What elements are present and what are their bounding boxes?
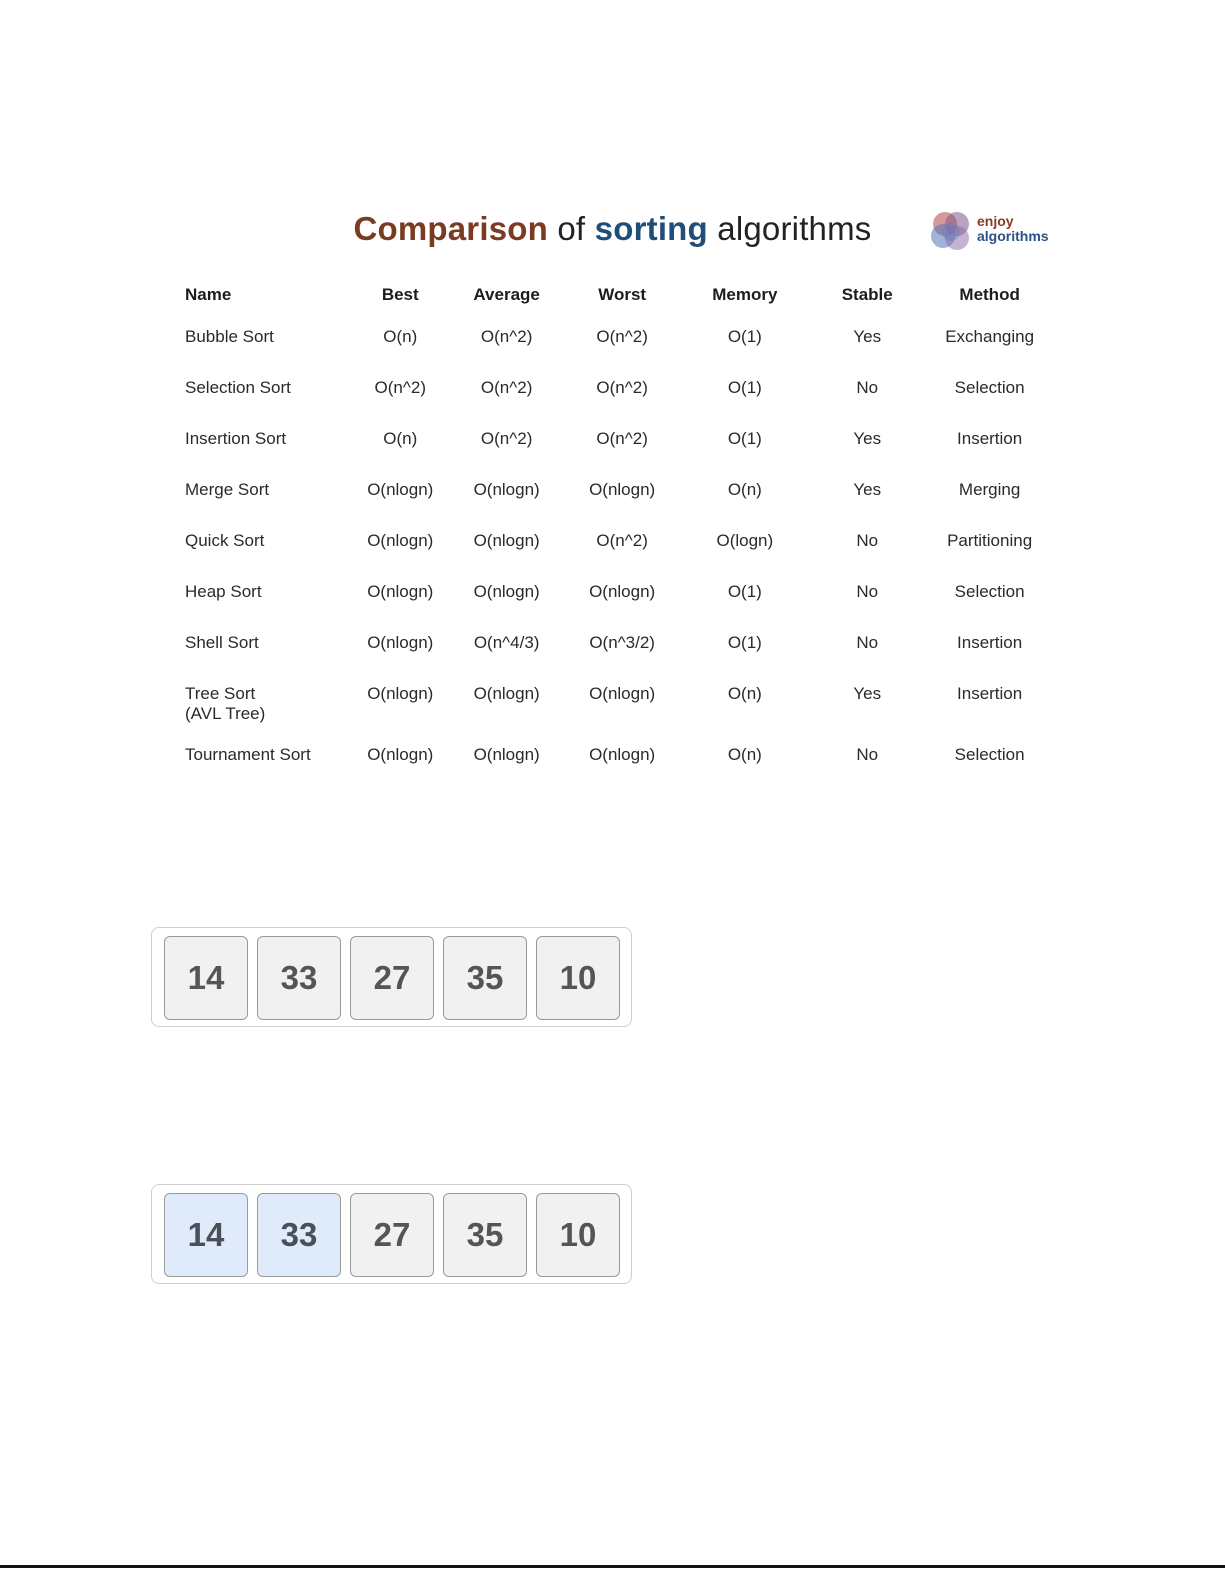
- cell-method: Selection: [954, 582, 1025, 601]
- cell-name: [170, 674, 347, 735]
- cell-best: O(n): [383, 429, 418, 448]
- cell-name: Quick Sort: [185, 531, 265, 550]
- cell-best: O(nlogn): [367, 480, 434, 499]
- cell-method: Insertion: [957, 684, 1023, 703]
- cell-memory: O(n): [727, 480, 762, 499]
- cell-worst: O(nlogn): [589, 582, 656, 601]
- cell-worst: O(n^3/2): [589, 633, 655, 652]
- title-word-of: of: [557, 210, 586, 247]
- table-row: [170, 317, 1050, 368]
- logo-text-algorithms: algorithms: [977, 228, 1049, 244]
- array-diagram-comparing: [151, 1184, 632, 1284]
- cell-stable: Yes: [853, 429, 882, 448]
- header-memory: Memory: [712, 285, 778, 304]
- cell-best: O(nlogn): [367, 745, 434, 764]
- cell-stable: Yes: [853, 327, 882, 346]
- cell-name-line2: (AVL Tree): [185, 704, 266, 723]
- array-cell: 14: [164, 936, 248, 1020]
- cell-memory: O(1): [727, 429, 762, 448]
- cell-average: O(nlogn): [473, 684, 540, 703]
- logo-text-enjoy: enjoy: [977, 213, 1014, 229]
- cell-stable: No: [856, 745, 879, 764]
- cell-best: O(nlogn): [367, 531, 434, 550]
- array-cell: 10: [536, 1193, 620, 1277]
- page-bottom-rule: [0, 1565, 1225, 1568]
- cell-name: Tournament Sort: [185, 745, 311, 764]
- cell-average: O(nlogn): [473, 582, 540, 601]
- array-cell: 27: [350, 936, 434, 1020]
- cell-stable: Yes: [853, 684, 882, 703]
- cell-average: O(nlogn): [473, 531, 540, 550]
- header-best: Best: [381, 285, 419, 304]
- cell-memory: O(1): [727, 633, 762, 652]
- table-row: [170, 572, 1050, 623]
- table-row: [170, 521, 1050, 572]
- cell-worst: O(nlogn): [589, 745, 656, 764]
- cell-worst: O(n^2): [596, 327, 648, 346]
- array-cell: 14: [164, 1193, 248, 1277]
- header-average: Average: [473, 285, 540, 304]
- cell-worst: O(n^2): [596, 378, 648, 397]
- cell-name: Merge Sort: [185, 480, 270, 499]
- cell-name: Selection Sort: [185, 378, 291, 397]
- enjoy-algorithms-logo: [927, 208, 1057, 256]
- title-word-sorting: sorting: [594, 210, 708, 247]
- table-row: [170, 735, 1050, 786]
- cell-worst: O(n^2): [596, 429, 648, 448]
- title-word-comparison: Comparison: [353, 210, 548, 247]
- logo-text: [977, 214, 1049, 244]
- cell-name-line1: Tree Sort: [185, 684, 256, 703]
- header-stable: Stable: [841, 285, 893, 304]
- cell-stable: Yes: [853, 480, 882, 499]
- cell-memory: O(1): [727, 327, 762, 346]
- cell-average: O(nlogn): [473, 480, 540, 499]
- cell-stable: No: [856, 633, 879, 652]
- cell-method: Insertion: [957, 633, 1023, 652]
- cell-memory: O(1): [727, 378, 762, 397]
- table-row: [170, 470, 1050, 521]
- cell-worst: O(nlogn): [589, 684, 656, 703]
- cell-name: Bubble Sort: [185, 327, 274, 346]
- array-cell: 27: [350, 1193, 434, 1277]
- array-diagram-initial: [151, 927, 632, 1027]
- cell-name: Heap Sort: [185, 582, 262, 601]
- cell-memory: O(n): [727, 684, 762, 703]
- cell-stable: No: [856, 582, 879, 601]
- cell-average: O(n^4/3): [473, 633, 540, 652]
- cell-best: O(n): [383, 327, 418, 346]
- cell-best: O(n^2): [374, 378, 426, 397]
- table-row: [170, 623, 1050, 674]
- array-cell: 33: [257, 1193, 341, 1277]
- sorting-comparison-table: [170, 273, 1050, 786]
- header-method: Method: [959, 285, 1020, 304]
- cell-worst: O(nlogn): [589, 480, 656, 499]
- cell-worst: O(n^2): [596, 531, 648, 550]
- array-cell: 35: [443, 1193, 527, 1277]
- cell-memory: O(n): [727, 745, 762, 764]
- cell-method: Selection: [954, 745, 1025, 764]
- table-header-row: [170, 273, 1050, 317]
- title-word-algorithms: algorithms: [717, 210, 872, 247]
- cell-best: O(nlogn): [367, 633, 434, 652]
- cell-stable: No: [856, 531, 879, 550]
- table-row: [170, 674, 1050, 735]
- cell-average: O(nlogn): [473, 745, 540, 764]
- cell-memory: O(1): [727, 582, 762, 601]
- cell-average: O(n^2): [480, 429, 533, 448]
- cell-method: Selection: [954, 378, 1025, 397]
- header-name: Name: [185, 285, 232, 304]
- cell-stable: No: [856, 378, 879, 397]
- cell-average: O(n^2): [480, 378, 533, 397]
- table-row: [170, 368, 1050, 419]
- array-cell: 33: [257, 936, 341, 1020]
- cell-method: Exchanging: [945, 327, 1035, 346]
- cell-name: Insertion Sort: [185, 429, 287, 448]
- cell-memory: O(logn): [716, 531, 774, 550]
- header-worst: Worst: [598, 285, 647, 304]
- array-cell: 35: [443, 936, 527, 1020]
- cell-method: Partitioning: [947, 531, 1033, 550]
- table-row: [170, 419, 1050, 470]
- cell-method: Merging: [958, 480, 1021, 499]
- cell-method: Insertion: [957, 429, 1023, 448]
- cell-name: Shell Sort: [185, 633, 259, 652]
- cell-average: O(n^2): [480, 327, 533, 346]
- cell-best: O(nlogn): [367, 684, 434, 703]
- cell-best: O(nlogn): [367, 582, 434, 601]
- array-cell: 10: [536, 936, 620, 1020]
- logo-mark-icon: [927, 208, 975, 256]
